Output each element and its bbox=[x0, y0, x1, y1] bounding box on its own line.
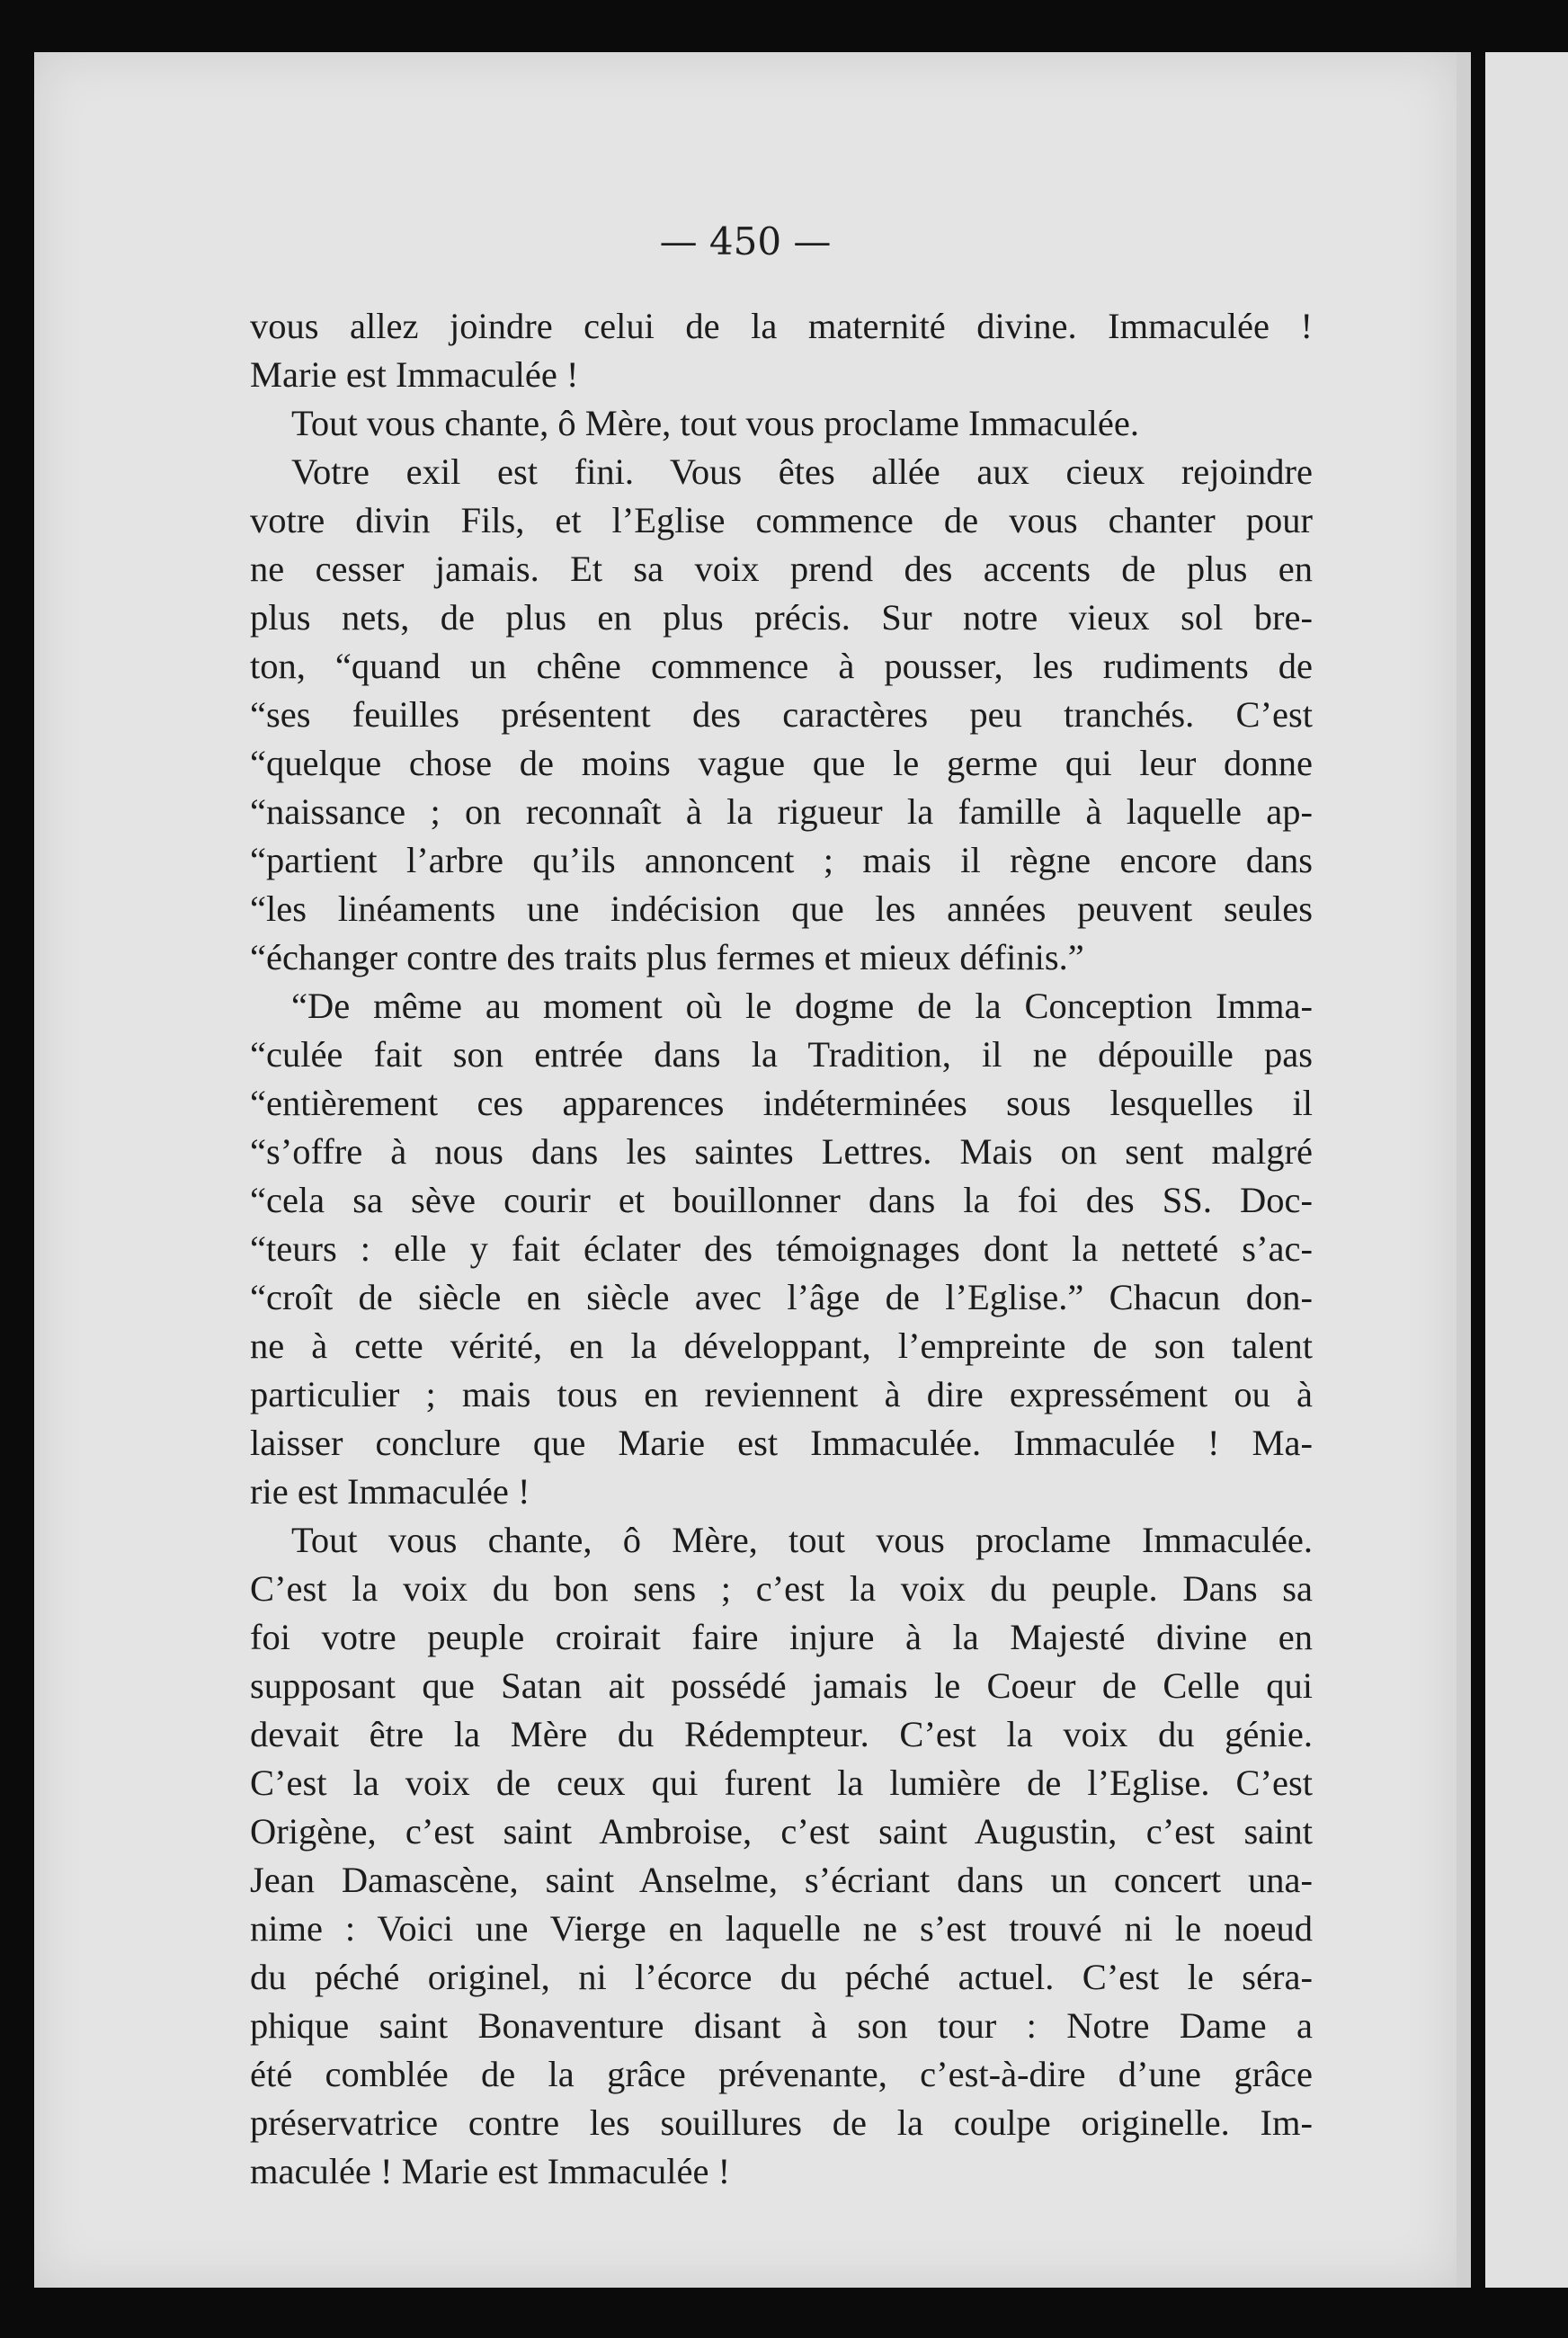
text-line: ne à cette vérité, en la développant, l’empreinte de son talent bbox=[250, 1325, 1313, 1366]
paragraph bbox=[250, 302, 1313, 399]
text-line: “s’offre à nous dans les saintes Lettres. Mais on sent malgré bbox=[250, 1131, 1313, 1172]
body-text bbox=[250, 302, 1313, 2196]
text-line: rie est Immaculée ! bbox=[250, 1471, 530, 1512]
text-line: Tout vous chante, ô Mère, tout vous proclame Immaculée. bbox=[291, 403, 1140, 443]
page-number: — 450 — bbox=[659, 219, 832, 263]
text-line: “culée fait son entrée dans la Tradition, il ne dépouille pas bbox=[250, 1034, 1313, 1075]
page-edge bbox=[1457, 52, 1471, 2288]
text-line: ne cesser jamais. Et sa voix prend des accents de plus en bbox=[250, 549, 1313, 589]
text-line: Tout vous chante, ô Mère, tout vous proclame Immaculée. bbox=[291, 1520, 1313, 1560]
text-line: maculée ! Marie est Immaculée ! bbox=[250, 2151, 731, 2191]
facing-page bbox=[1485, 52, 1568, 2288]
text-line: nime : Voici une Vierge en laquelle ne s’est trouvé ni le noeud bbox=[250, 1908, 1313, 1949]
text-line: votre divin Fils, et l’Eglise commence de vous chanter pour bbox=[250, 500, 1313, 540]
text-line: du péché originel, ni l’écorce du péché actuel. C’est le séra- bbox=[250, 1957, 1313, 1997]
text-line: “les linéaments une indécision que les années peuvent seules bbox=[250, 888, 1313, 929]
text-line: “naissance ; on reconnaît à la rigueur la famille à laquelle ap- bbox=[250, 791, 1313, 832]
text-line: plus nets, de plus en plus précis. Sur notre vieux sol bre- bbox=[250, 597, 1313, 638]
text-line: devait être la Mère du Rédempteur. C’est la voix du génie. bbox=[250, 1714, 1313, 1754]
text-line: foi votre peuple croirait faire injure à la Majesté divine en bbox=[250, 1617, 1313, 1657]
text-line: préservatrice contre les souillures de la coulpe originelle. Im- bbox=[250, 2102, 1313, 2143]
text-line: C’est la voix du bon sens ; c’est la voix du peuple. Dans sa bbox=[250, 1568, 1313, 1609]
text-line: particulier ; mais tous en reviennent à dire expressément ou à bbox=[250, 1374, 1313, 1414]
text-line: Marie est Immaculée ! bbox=[250, 354, 579, 395]
text-line: Origène, c’est saint Ambroise, c’est saint Augustin, c’est saint bbox=[250, 1811, 1313, 1852]
paragraph bbox=[250, 448, 1313, 982]
text-line: “De même au moment où le dogme de la Conception Imma- bbox=[291, 986, 1313, 1026]
text-line: laisser conclure que Marie est Immaculée. Immaculée ! Ma- bbox=[250, 1423, 1313, 1463]
text-line: phique saint Bonaventure disant à son tour : Notre Dame a bbox=[250, 2005, 1313, 2046]
paragraph bbox=[250, 399, 1313, 448]
text-line: Jean Damascène, saint Anselme, s’écriant dans un concert una- bbox=[250, 1860, 1313, 1900]
text-line: “échanger contre des traits plus fermes et mieux définis.” bbox=[250, 937, 1084, 977]
text-line: vous allez joindre celui de la maternité divine. Immaculée ! bbox=[250, 306, 1313, 346]
text-line: “partient l’arbre qu’ils annoncent ; mais il règne encore dans bbox=[250, 840, 1313, 880]
text-line: “croît de siècle en siècle avec l’âge de l’Eglise.” Chacun don- bbox=[250, 1277, 1313, 1317]
text-line: supposant que Satan ait possédé jamais le Coeur de Celle qui bbox=[250, 1665, 1313, 1706]
text-line: “cela sa sève courir et bouillonner dans la foi des SS. Doc- bbox=[250, 1180, 1313, 1220]
text-line: été comblée de la grâce prévenante, c’est-à-dire d’une grâce bbox=[250, 2054, 1313, 2094]
paragraph bbox=[250, 982, 1313, 1516]
paragraph bbox=[250, 1516, 1313, 2196]
text-line: C’est la voix de ceux qui furent la lumière de l’Eglise. C’est bbox=[250, 1762, 1313, 1803]
text-line: “ses feuilles présentent des caractères peu tranchés. C’est bbox=[250, 694, 1313, 735]
text-line: ton, “quand un chêne commence à pousser, les rudiments de bbox=[250, 646, 1313, 686]
text-line: “teurs : elle y fait éclater des témoignages dont la netteté s’ac- bbox=[250, 1228, 1313, 1269]
text-line: “entièrement ces apparences indéterminées sous lesquelles il bbox=[250, 1083, 1313, 1123]
text-line: “quelque chose de moins vague que le germe qui leur donne bbox=[250, 743, 1313, 783]
text-line: Votre exil est fini. Vous êtes allée aux cieux rejoindre bbox=[291, 451, 1313, 492]
book-page bbox=[34, 52, 1457, 2288]
